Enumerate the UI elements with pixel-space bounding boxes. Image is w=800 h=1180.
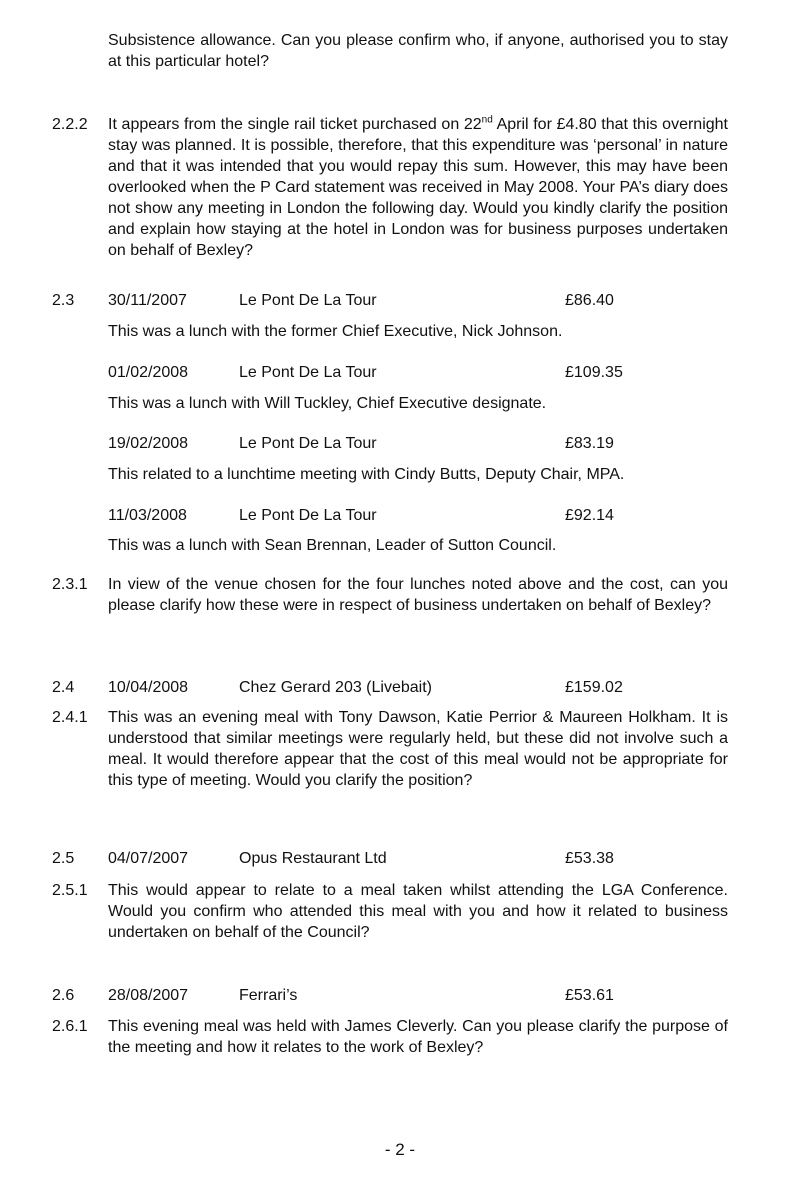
intro-paragraph: Subsistence allowance. Can you please confirm who, if anyone, authorised you to stay at this particular hotel? xyxy=(108,32,728,70)
paragraph-2-2-2-rest: April for £4.80 that this overnight stay was planned. It is possible, therefore, that this expenditure was ‘personal’ in nature and that it was intended that you would repay this sum. However, this may have been overlooked when the P Card statement was received in May 2008. Your PA’s diary does not show any meeting in London the following day. Would you kindly clarify the position and explain how staying at the hotel in London was for business purposes undertaken on behalf of Bexley? xyxy=(108,116,728,259)
expense-note: This was a lunch with the former Chief Executive, Nick Johnson. xyxy=(108,323,563,340)
expense-amount: £86.40 xyxy=(565,292,614,309)
expense-amount: £83.19 xyxy=(565,435,614,452)
expense-venue: Le Pont De La Tour xyxy=(239,292,377,309)
section-number-2-3: 2.3 xyxy=(52,292,75,309)
paragraph-2-2-2 xyxy=(108,114,728,261)
expense-date: 10/04/2008 xyxy=(108,679,189,696)
expense-row xyxy=(108,290,728,311)
ordinal-suffix: nd xyxy=(481,114,493,126)
section-number-2-6: 2.6 xyxy=(52,987,75,1004)
section-number-2-2-2: 2.2.2 xyxy=(52,116,88,133)
expense-date: 19/02/2008 xyxy=(108,435,189,452)
section-number-2-3-1: 2.3.1 xyxy=(52,576,88,593)
expense-row xyxy=(108,985,728,1006)
expense-amount: £53.61 xyxy=(565,987,614,1004)
expense-row xyxy=(108,433,728,454)
expense-note: This was a lunch with Sean Brennan, Leader of Sutton Council. xyxy=(108,537,557,554)
paragraph-2-5-1: This would appear to relate to a meal taken whilst attending the LGA Conference. Would you confirm who attended this meal with you and how it related to business undertaken on behalf of the Council? xyxy=(108,882,728,941)
expense-venue: Opus Restaurant Ltd xyxy=(239,850,387,867)
expense-venue: Chez Gerard 203 (Livebait) xyxy=(239,679,432,696)
section-number-2-4: 2.4 xyxy=(52,679,75,696)
paragraph-2-4-1: This was an evening meal with Tony Dawson, Katie Perrior & Maureen Holkham. It is understood that similar meetings were regularly held, but these did not involve such a meal. It would therefore appear that the cost of this meal would not be appropriate for this type of meeting. Would you clarify the position? xyxy=(108,709,728,789)
expense-amount: £92.14 xyxy=(565,507,614,524)
expense-date: 01/02/2008 xyxy=(108,364,189,381)
paragraph-2-2-2-start: It appears from the single rail ticket purchased on 22 xyxy=(108,116,482,133)
paragraph-2-3-1: In view of the venue chosen for the four lunches noted above and the cost, can you please clarify how these were in respect of business undertaken on behalf of Bexley? xyxy=(108,576,728,614)
paragraph-2-6-1: This evening meal was held with James Cleverly. Can you please clarify the purpose of the meeting and how it relates to the work of Bexley? xyxy=(108,1018,728,1056)
expense-row xyxy=(108,848,728,869)
expense-venue: Le Pont De La Tour xyxy=(239,435,377,452)
expense-row xyxy=(108,505,728,526)
section-number-2-4-1: 2.4.1 xyxy=(52,709,88,726)
expense-amount: £53.38 xyxy=(565,850,614,867)
expense-date: 30/11/2007 xyxy=(108,292,187,309)
expense-amount: £159.02 xyxy=(565,679,623,696)
expense-date: 28/08/2007 xyxy=(108,987,189,1004)
expense-venue: Le Pont De La Tour xyxy=(239,364,377,381)
expense-note: This related to a lunchtime meeting with Cindy Butts, Deputy Chair, MPA. xyxy=(108,466,625,483)
page-number: - 2 - xyxy=(384,1140,416,1159)
section-number-2-6-1: 2.6.1 xyxy=(52,1018,88,1035)
section-number-2-5: 2.5 xyxy=(52,850,75,867)
expense-note: This was a lunch with Will Tuckley, Chief Executive designate. xyxy=(108,395,547,412)
expense-row xyxy=(108,362,728,383)
expense-date: 11/03/2008 xyxy=(108,507,187,524)
section-number-2-5-1: 2.5.1 xyxy=(52,882,88,899)
expense-amount: £109.35 xyxy=(565,364,623,381)
expense-row xyxy=(108,677,728,698)
expense-venue: Ferrari’s xyxy=(239,987,298,1004)
expense-date: 04/07/2007 xyxy=(108,850,189,867)
expense-venue: Le Pont De La Tour xyxy=(239,507,377,524)
